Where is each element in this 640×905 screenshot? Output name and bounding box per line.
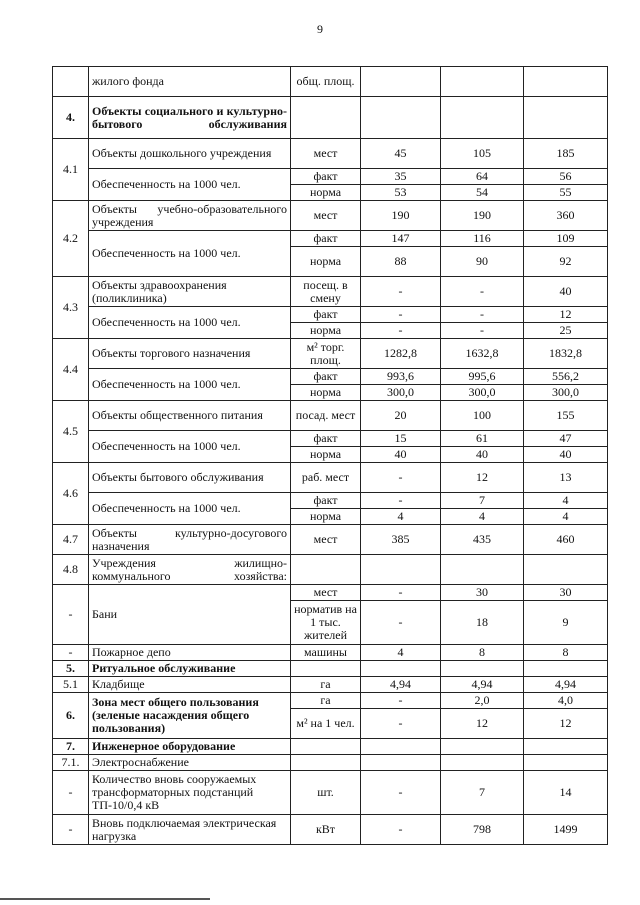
unit-cell: норма [291, 509, 361, 525]
value-cell-1: 300,0 [361, 385, 441, 401]
value-cell-2: 64 [441, 169, 524, 185]
value-cell-2 [441, 661, 524, 677]
table-row [53, 815, 608, 845]
unit-cell: норма [291, 447, 361, 463]
value-cell-1: 15 [361, 431, 441, 447]
indicator-name: Обеспеченность на 1000 чел. [89, 493, 291, 525]
table-row [53, 755, 608, 771]
indicator-name: Кладбище [89, 677, 291, 693]
value-cell-2: 61 [441, 431, 524, 447]
unit-cell [291, 755, 361, 771]
indicator-name: Зона мест общего пользования (зеленые насаждения общего пользования) [89, 693, 291, 739]
value-cell-3: 460 [524, 525, 608, 555]
value-cell-1: - [361, 771, 441, 815]
value-cell-1: 45 [361, 139, 441, 169]
row-number: 6. [53, 693, 89, 739]
value-cell-3: 25 [524, 323, 608, 339]
value-cell-3: 360 [524, 201, 608, 231]
indicator-name: Объекты культурно-досугового назначения [89, 525, 291, 555]
value-cell-1: 20 [361, 401, 441, 431]
unit-cell: норма [291, 385, 361, 401]
table-row [53, 555, 608, 585]
indicator-name: Объекты бытового обслуживания [89, 463, 291, 493]
value-cell-3: 13 [524, 463, 608, 493]
value-cell-1: 4 [361, 645, 441, 661]
value-cell-3: 1832,8 [524, 339, 608, 369]
value-cell-2: - [441, 323, 524, 339]
page-number: 9 [317, 22, 323, 36]
unit-cell: м² торг. площ. [291, 339, 361, 369]
table-row [53, 231, 608, 247]
row-number: - [53, 585, 89, 645]
value-cell-2: 7 [441, 771, 524, 815]
indicator-name: Пожарное депо [89, 645, 291, 661]
unit-cell: норматив на 1 тыс. жителей [291, 601, 361, 645]
indicator-name: Обеспеченность на 1000 чел. [89, 307, 291, 339]
value-cell-2: 12 [441, 463, 524, 493]
unit-cell [291, 739, 361, 755]
value-cell-3: 185 [524, 139, 608, 169]
indicator-name: Объекты здравоохранения (поликлиника) [89, 277, 291, 307]
indicator-name: Вновь подключаемая электрическая нагрузка [89, 815, 291, 845]
unit-cell: норма [291, 323, 361, 339]
indicator-name: Объекты общественного питания [89, 401, 291, 431]
row-number: 4. [53, 97, 89, 139]
value-cell-3 [524, 67, 608, 97]
unit-cell: кВт [291, 815, 361, 845]
value-cell-2 [441, 555, 524, 585]
indicator-name: Объекты учебно-образовательного учреждения [89, 201, 291, 231]
value-cell-2: - [441, 307, 524, 323]
value-cell-1: - [361, 277, 441, 307]
unit-cell: факт [291, 169, 361, 185]
value-cell-3 [524, 661, 608, 677]
unit-cell: мест [291, 525, 361, 555]
table-row [53, 431, 608, 447]
value-cell-2: 18 [441, 601, 524, 645]
value-cell-3 [524, 97, 608, 139]
value-cell-3: 4,0 [524, 693, 608, 709]
table-row [53, 771, 608, 815]
table-row [53, 169, 608, 185]
value-cell-2: 30 [441, 585, 524, 601]
value-cell-1: - [361, 693, 441, 709]
bottom-rule [0, 898, 210, 900]
value-cell-3: 47 [524, 431, 608, 447]
unit-cell: посад. мест [291, 401, 361, 431]
table-row [53, 585, 608, 601]
row-number: 4.3 [53, 277, 89, 339]
value-cell-1: - [361, 307, 441, 323]
value-cell-1: 385 [361, 525, 441, 555]
value-cell-2: 435 [441, 525, 524, 555]
value-cell-3: 92 [524, 247, 608, 277]
value-cell-2: 798 [441, 815, 524, 845]
unit-cell: шт. [291, 771, 361, 815]
row-number: 4.2 [53, 201, 89, 277]
row-number: 7.1. [53, 755, 89, 771]
value-cell-3 [524, 555, 608, 585]
value-cell-2: 190 [441, 201, 524, 231]
unit-cell [291, 97, 361, 139]
value-cell-1: 190 [361, 201, 441, 231]
table-row [53, 661, 608, 677]
unit-cell: мест [291, 201, 361, 231]
value-cell-2: 995,6 [441, 369, 524, 385]
value-cell-1: 40 [361, 447, 441, 463]
value-cell-1 [361, 661, 441, 677]
value-cell-1 [361, 555, 441, 585]
unit-cell: посещ. в смену [291, 277, 361, 307]
value-cell-3: 4 [524, 493, 608, 509]
value-cell-3: 30 [524, 585, 608, 601]
value-cell-1: - [361, 585, 441, 601]
value-cell-2 [441, 739, 524, 755]
indicator-name: Обеспеченность на 1000 чел. [89, 431, 291, 463]
unit-cell [291, 555, 361, 585]
value-cell-2: 12 [441, 709, 524, 739]
value-cell-1: - [361, 601, 441, 645]
value-cell-2 [441, 97, 524, 139]
value-cell-2: - [441, 277, 524, 307]
table-row [53, 369, 608, 385]
value-cell-1 [361, 67, 441, 97]
row-number: 5.1 [53, 677, 89, 693]
indicator-name: Бани [89, 585, 291, 645]
value-cell-3: 55 [524, 185, 608, 201]
indicator-name: Обеспеченность на 1000 чел. [89, 231, 291, 277]
value-cell-1 [361, 755, 441, 771]
indicator-name: Объекты торгового назначения [89, 339, 291, 369]
unit-cell: норма [291, 247, 361, 277]
table-row [53, 645, 608, 661]
indicator-name: Количество вновь сооружаемых трансформаторных подстанций ТП-10/0,4 кВ [89, 771, 291, 815]
value-cell-1: 35 [361, 169, 441, 185]
value-cell-3: 40 [524, 447, 608, 463]
table-row [53, 307, 608, 323]
value-cell-2: 105 [441, 139, 524, 169]
unit-cell: мест [291, 139, 361, 169]
unit-cell: общ. площ. [291, 67, 361, 97]
value-cell-2: 7 [441, 493, 524, 509]
value-cell-2 [441, 755, 524, 771]
value-cell-3: 40 [524, 277, 608, 307]
indicator-name: жилого фонда [89, 67, 291, 97]
indicator-name: Электроснабжение [89, 755, 291, 771]
value-cell-2: 1632,8 [441, 339, 524, 369]
indicator-name: Учреждения жилищно-коммунального хозяйства: [89, 555, 291, 585]
value-cell-2: 4 [441, 509, 524, 525]
value-cell-3: 14 [524, 771, 608, 815]
table-row [53, 693, 608, 709]
value-cell-3: 8 [524, 645, 608, 661]
table-row [53, 201, 608, 231]
unit-cell: факт [291, 307, 361, 323]
value-cell-1: 53 [361, 185, 441, 201]
value-cell-1 [361, 739, 441, 755]
unit-cell: раб. мест [291, 463, 361, 493]
value-cell-2: 116 [441, 231, 524, 247]
value-cell-1: - [361, 323, 441, 339]
table-row [53, 463, 608, 493]
table-row [53, 277, 608, 307]
value-cell-3: 12 [524, 709, 608, 739]
row-number: 4.5 [53, 401, 89, 463]
value-cell-3: 9 [524, 601, 608, 645]
value-cell-1: - [361, 463, 441, 493]
value-cell-2: 8 [441, 645, 524, 661]
row-number: 4.4 [53, 339, 89, 401]
table-row [53, 525, 608, 555]
value-cell-2: 54 [441, 185, 524, 201]
row-number: - [53, 645, 89, 661]
table-row [53, 739, 608, 755]
row-number: 4.8 [53, 555, 89, 585]
indicator-name: Объекты социального и культурно-бытового обслуживания [89, 97, 291, 139]
value-cell-2: 4,94 [441, 677, 524, 693]
value-cell-1: 147 [361, 231, 441, 247]
table-row [53, 97, 608, 139]
row-number: 4.6 [53, 463, 89, 525]
value-cell-1: 4,94 [361, 677, 441, 693]
unit-cell: машины [291, 645, 361, 661]
value-cell-1: 4 [361, 509, 441, 525]
table-row [53, 401, 608, 431]
value-cell-1: - [361, 815, 441, 845]
value-cell-1: - [361, 709, 441, 739]
table-row [53, 67, 608, 97]
unit-cell: факт [291, 431, 361, 447]
unit-cell: факт [291, 369, 361, 385]
row-number [53, 67, 89, 97]
indicator-name: Объекты дошкольного учреждения [89, 139, 291, 169]
row-number: - [53, 771, 89, 815]
unit-cell [291, 661, 361, 677]
indicator-name: Ритуальное обслуживание [89, 661, 291, 677]
value-cell-2: 2,0 [441, 693, 524, 709]
unit-cell: га [291, 693, 361, 709]
value-cell-3: 300,0 [524, 385, 608, 401]
value-cell-3: 56 [524, 169, 608, 185]
unit-cell: факт [291, 493, 361, 509]
table-row [53, 139, 608, 169]
value-cell-3: 12 [524, 307, 608, 323]
row-number: 4.1 [53, 139, 89, 201]
value-cell-1: 1282,8 [361, 339, 441, 369]
value-cell-3 [524, 755, 608, 771]
table-row [53, 339, 608, 369]
table-row [53, 677, 608, 693]
row-number: - [53, 815, 89, 845]
value-cell-3: 4,94 [524, 677, 608, 693]
indicator-name: Обеспеченность на 1000 чел. [89, 169, 291, 201]
unit-cell: га [291, 677, 361, 693]
value-cell-1: 993,6 [361, 369, 441, 385]
row-number: 4.7 [53, 525, 89, 555]
value-cell-3: 4 [524, 509, 608, 525]
value-cell-3: 556,2 [524, 369, 608, 385]
indicator-name: Инженерное оборудование [89, 739, 291, 755]
value-cell-1 [361, 97, 441, 139]
value-cell-1: - [361, 493, 441, 509]
table-row [53, 493, 608, 509]
value-cell-2: 300,0 [441, 385, 524, 401]
value-cell-2: 100 [441, 401, 524, 431]
unit-cell: мест [291, 585, 361, 601]
indicators-table [52, 66, 608, 845]
row-number: 7. [53, 739, 89, 755]
value-cell-2: 90 [441, 247, 524, 277]
value-cell-2 [441, 67, 524, 97]
unit-cell: факт [291, 231, 361, 247]
value-cell-3: 155 [524, 401, 608, 431]
value-cell-3: 1499 [524, 815, 608, 845]
value-cell-3 [524, 739, 608, 755]
indicator-name: Обеспеченность на 1000 чел. [89, 369, 291, 401]
table-body [53, 67, 608, 845]
value-cell-3: 109 [524, 231, 608, 247]
unit-cell: м² на 1 чел. [291, 709, 361, 739]
unit-cell: норма [291, 185, 361, 201]
row-number: 5. [53, 661, 89, 677]
value-cell-2: 40 [441, 447, 524, 463]
value-cell-1: 88 [361, 247, 441, 277]
